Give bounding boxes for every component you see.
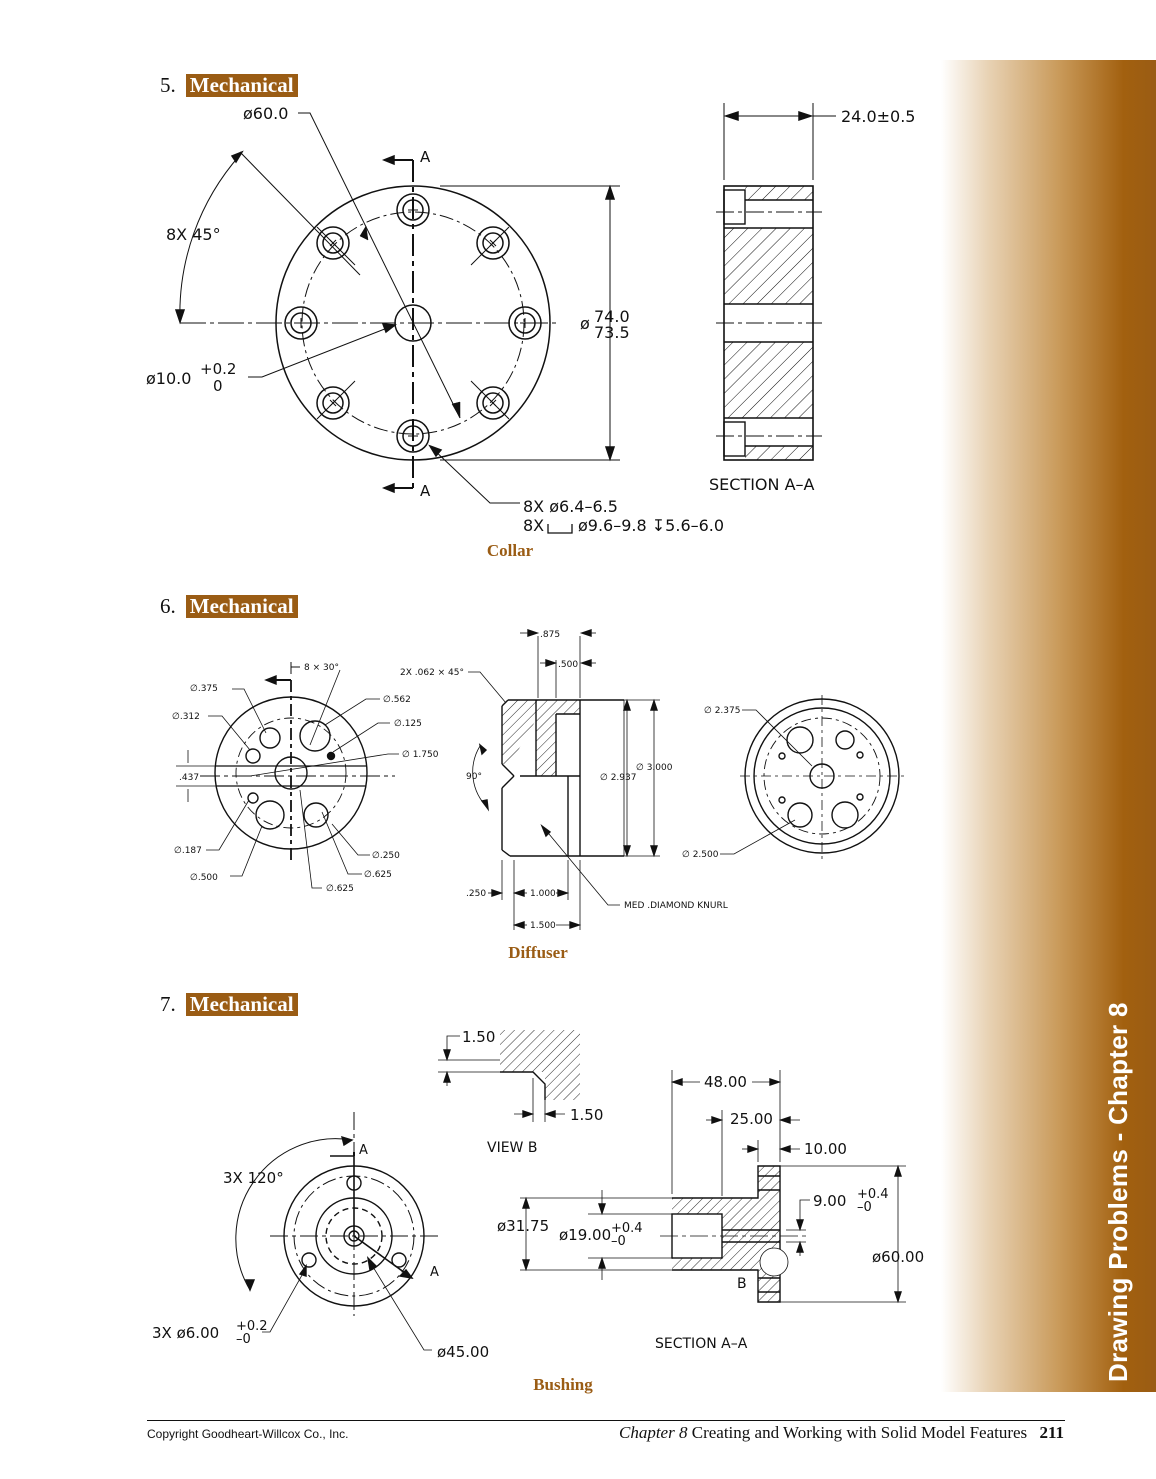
collar-dim-dia74: 74.0 xyxy=(594,307,630,326)
diffuser-d375: ∅.375 xyxy=(190,684,218,694)
bushing-d60: ø60.00 xyxy=(872,1248,925,1266)
bushing-viewb-label: VIEW B xyxy=(487,1140,538,1156)
bushing-section-bottom: A xyxy=(430,1265,439,1280)
problem-tag: Mechanical xyxy=(186,595,298,618)
problem-number: 7. xyxy=(160,992,176,1016)
problem-tag: Mechanical xyxy=(186,74,298,97)
collar-dim-dia73: 73.5 xyxy=(594,323,630,342)
caption-bushing: Bushing xyxy=(533,1375,593,1394)
bushing-section-label: SECTION A–A xyxy=(655,1336,748,1352)
bushing-d19-up: +0.4 xyxy=(611,1221,643,1236)
footer-title: Creating and Working with Solid Model Features xyxy=(691,1423,1028,1442)
bushing-d25: 25.00 xyxy=(730,1110,773,1128)
problem-number: 6. xyxy=(160,594,176,618)
diffuser-d187: ∅.187 xyxy=(174,846,202,856)
bushing-d3175: ø31.75 xyxy=(497,1217,550,1235)
collar-tol-upper: +0.2 xyxy=(200,360,237,378)
diffuser-d2500: ∅ 2.500 xyxy=(682,850,719,860)
collar-drawing xyxy=(140,95,940,550)
diffuser-d562: ∅.562 xyxy=(383,695,411,705)
diffuser-d437: .437 xyxy=(179,773,200,783)
footer-chapter-info xyxy=(619,1423,1064,1443)
diffuser-d625b: ∅.625 xyxy=(326,884,354,894)
footer-chapter: Chapter 8 xyxy=(619,1423,688,1442)
diffuser-chamfer: 2X .062 × 45° xyxy=(400,668,465,678)
collar-section-label: SECTION A–A xyxy=(709,475,815,494)
bushing-b-label: B xyxy=(737,1276,747,1292)
diffuser-d312: ∅.312 xyxy=(172,712,200,722)
collar-tol-lower: 0 xyxy=(213,377,223,395)
collar-section-mark-top: A xyxy=(420,148,431,166)
diffuser-d1750: ∅ 1.750 xyxy=(402,750,439,760)
diffuser-knurl: MED .DIAMOND KNURL xyxy=(624,901,728,911)
bushing-d10: 10.00 xyxy=(804,1140,847,1158)
diffuser-angle: 8 × 30° xyxy=(304,663,339,673)
collar-dim-dia60: ø60.0 xyxy=(243,104,289,123)
problem-6-heading xyxy=(160,594,298,619)
problem-tag: Mechanical xyxy=(186,993,298,1016)
diffuser-drawing xyxy=(140,620,940,940)
collar-dim-angle: 8X 45° xyxy=(166,225,221,244)
bushing-d9-low: –0 xyxy=(857,1200,872,1215)
bushing-d9: 9.00 xyxy=(813,1192,847,1210)
bushing-d19: ø19.00 xyxy=(559,1226,612,1244)
collar-holes-note-2-prefix: 8X xyxy=(523,516,545,535)
collar-holes-note-1: 8X ø6.4–6.5 xyxy=(523,497,618,516)
collar-section-view xyxy=(716,103,836,460)
collar-dim-thickness: 24.0±0.5 xyxy=(841,107,916,126)
collar-dia-symbol: ø xyxy=(580,314,590,333)
bushing-section-top: A xyxy=(359,1143,368,1158)
problem-7-heading xyxy=(160,992,298,1017)
caption-collar: Collar xyxy=(486,541,534,560)
problem-number: 5. xyxy=(160,73,176,97)
bushing-drawing xyxy=(140,1020,940,1380)
collar-section-mark-bottom: A xyxy=(420,482,431,500)
bushing-holes-up: +0.2 xyxy=(236,1319,268,1334)
diffuser-d250: ∅.250 xyxy=(372,851,400,861)
bushing-holes-low: –0 xyxy=(236,1332,251,1347)
diffuser-w250: .250 xyxy=(466,889,487,899)
diffuser-w1000: 1.000 xyxy=(530,889,556,899)
footer-rule xyxy=(147,1420,1065,1421)
diffuser-d500: ∅.500 xyxy=(190,873,218,883)
bushing-d45: ø45.00 xyxy=(437,1343,490,1361)
bushing-d19-low: –0 xyxy=(611,1234,626,1249)
footer-copyright: Copyright Goodheart-Willcox Co., Inc. xyxy=(147,1427,349,1441)
collar-dim-dia10: ø10.0 xyxy=(146,369,192,388)
footer-page-number: 211 xyxy=(1039,1423,1064,1442)
collar-holes-note-2: ø9.6–9.8 ↧5.6–6.0 xyxy=(578,516,725,535)
chapter-side-title: Drawing Problems - Chapter 8 xyxy=(1103,1002,1133,1382)
diffuser-d2375: ∅ 2.375 xyxy=(704,706,741,716)
bushing-angle: 3X 120° xyxy=(223,1169,284,1187)
diffuser-d125: ∅.125 xyxy=(394,719,422,729)
bushing-d9-up: +0.4 xyxy=(857,1187,889,1202)
diffuser-w1500: 1.500 xyxy=(530,921,556,931)
bushing-holes: 3X ø6.00 xyxy=(152,1324,220,1342)
bushing-d48: 48.00 xyxy=(704,1073,747,1091)
diffuser-d3000: ∅ 3.000 xyxy=(636,763,673,773)
diffuser-ang90: 90° xyxy=(466,772,482,782)
bushing-viewb-150a: 1.50 xyxy=(462,1028,496,1046)
diffuser-d625a: ∅.625 xyxy=(364,870,392,880)
caption-diffuser: Diffuser xyxy=(508,943,568,962)
diffuser-d2937: ∅ 2.937 xyxy=(600,773,637,783)
bushing-viewb-150b: 1.50 xyxy=(570,1106,604,1124)
diffuser-w875: .875 xyxy=(540,630,561,640)
diffuser-w500: .500 xyxy=(558,660,579,670)
